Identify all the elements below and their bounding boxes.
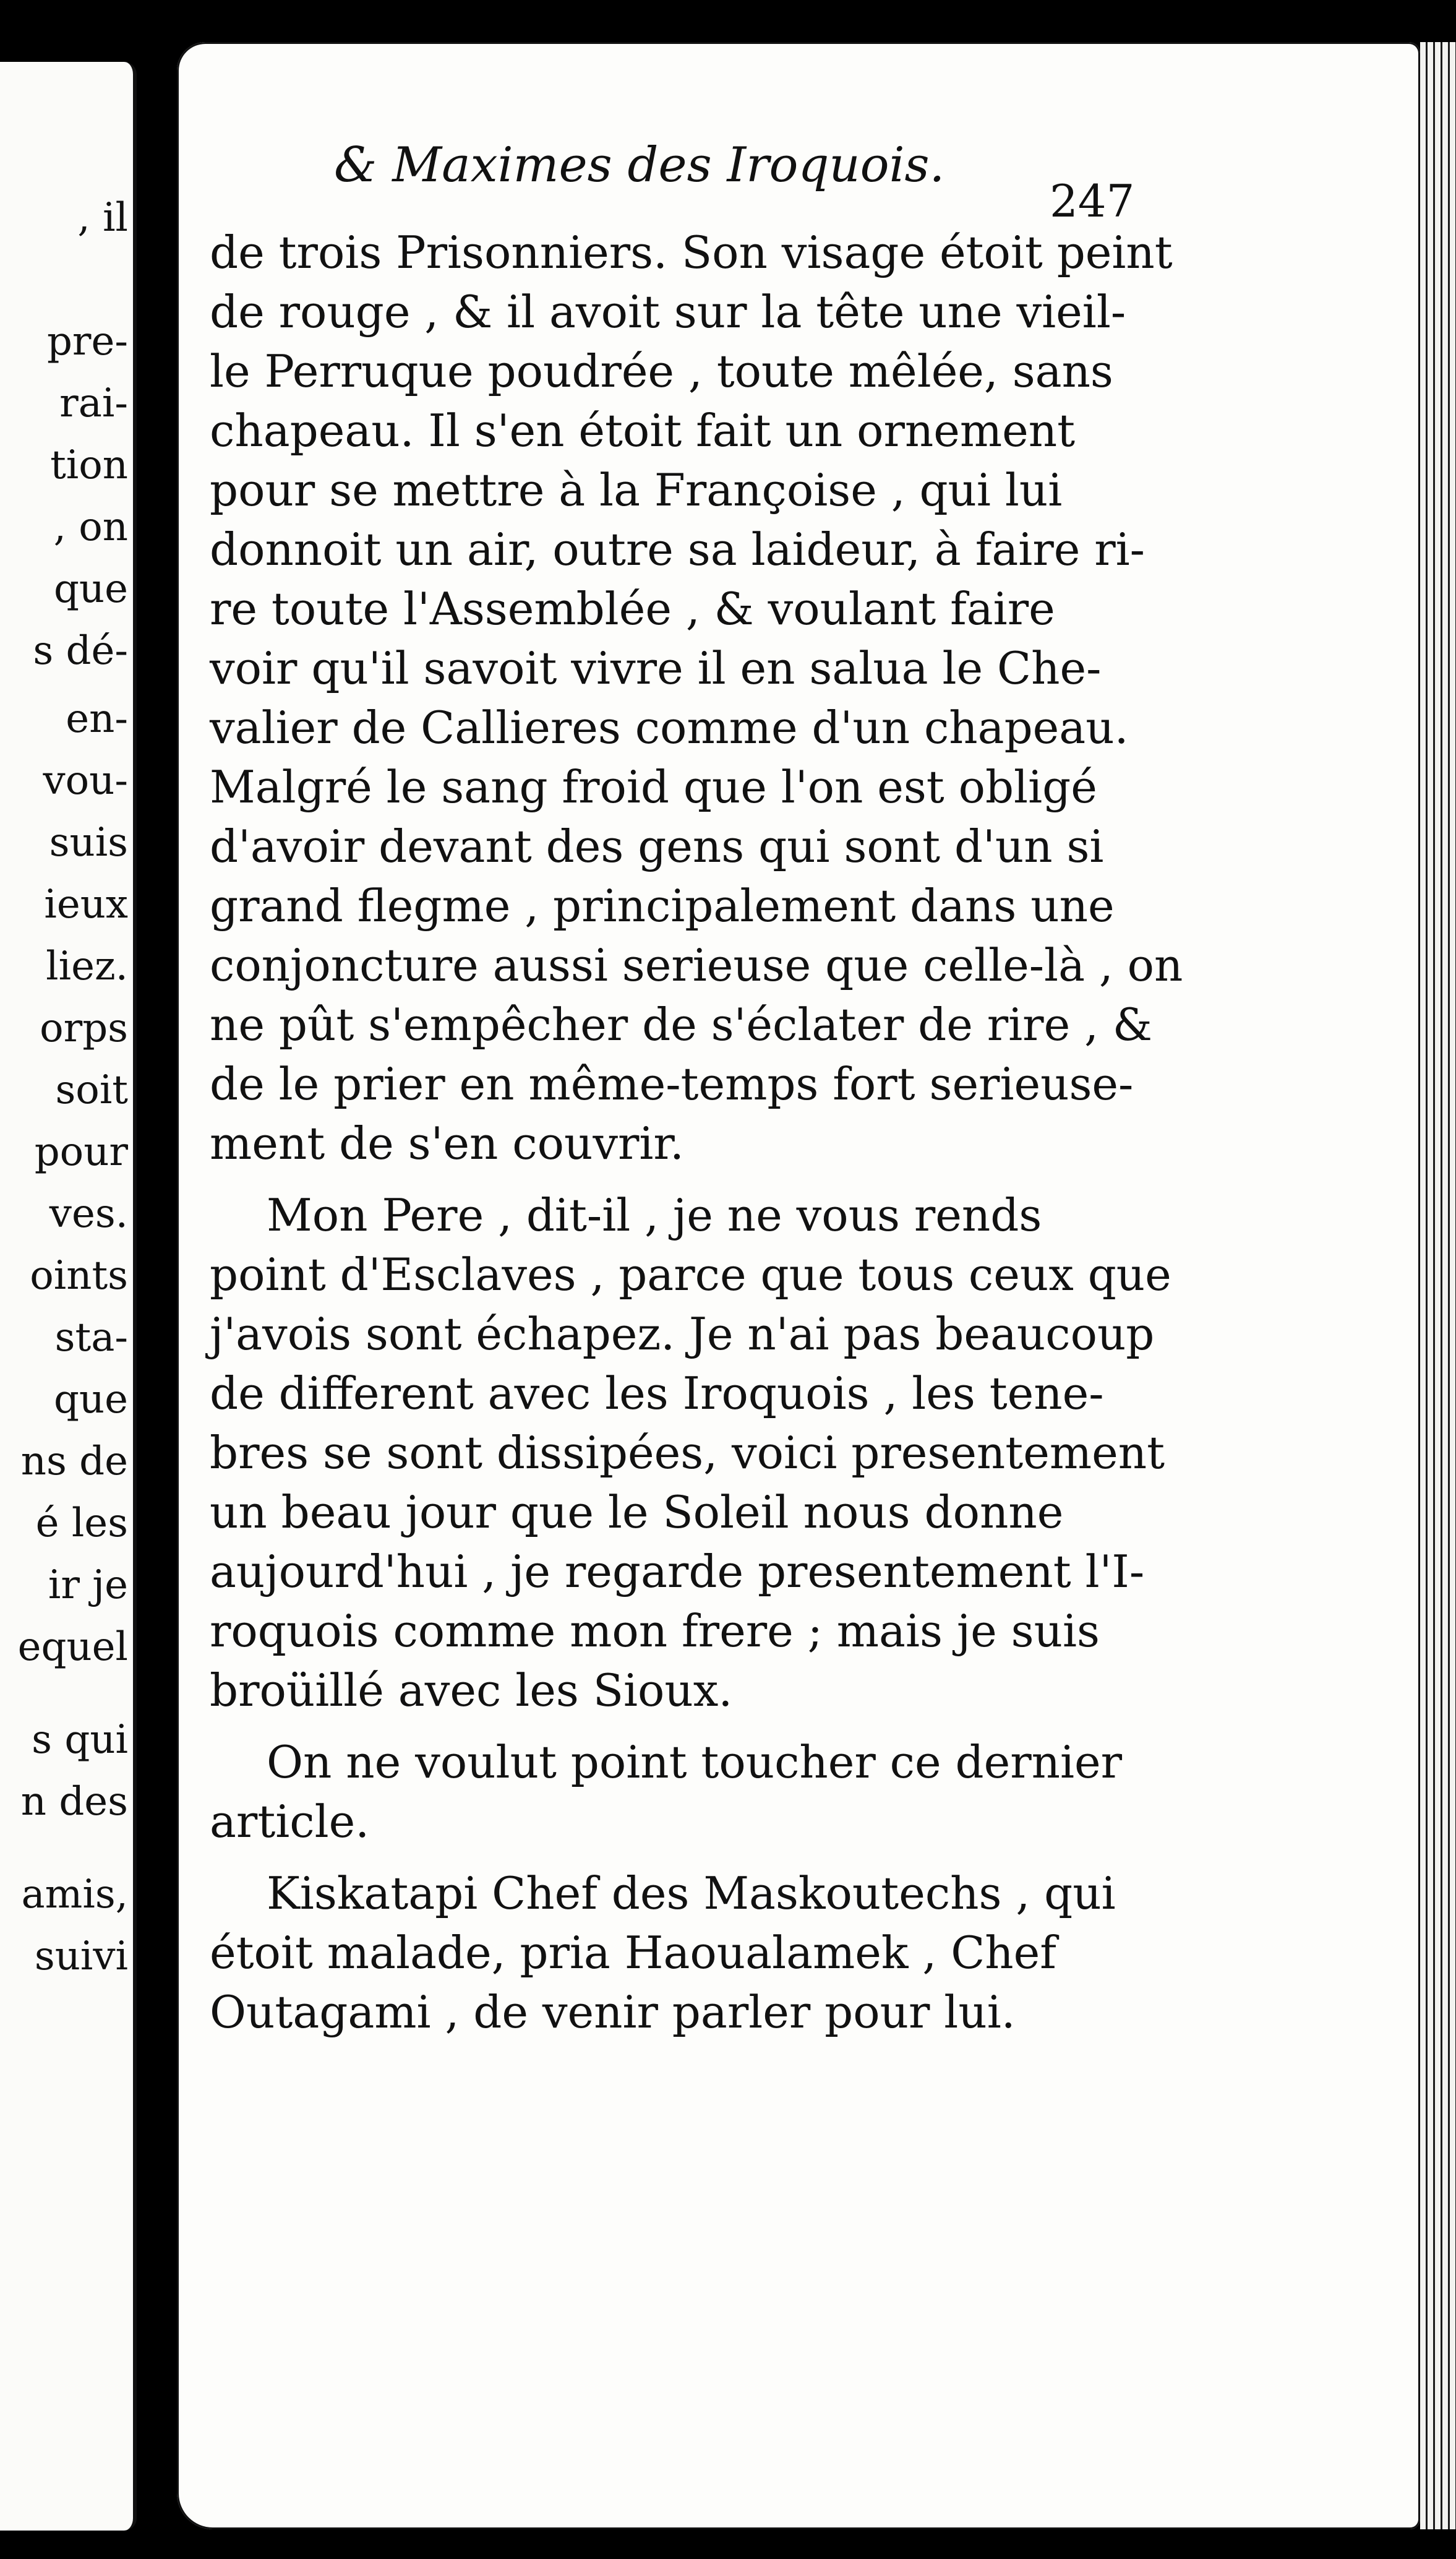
text-line: grand flegme , principalement dans une [210, 880, 1115, 932]
text-line: roquois comme mon frere ; mais je suis [210, 1605, 1100, 1657]
left-page-fragment: en- [66, 696, 128, 742]
left-page-fragment: sta- [54, 1315, 128, 1361]
text-line: de le prier en même-temps fort serieuse- [210, 1058, 1134, 1110]
text-line: point d'Esclaves , parce que tous ceux que [210, 1249, 1171, 1301]
text-line: chapeau. Il s'en étoit fait un ornement [210, 405, 1076, 457]
text-line: aujourd'hui , je regarde presentement l'I- [210, 1546, 1145, 1598]
left-page-fragment: equel [17, 1624, 128, 1670]
text-line: Mon Pere , dit-il , je ne vous rends [267, 1189, 1042, 1241]
left-page-fragment: que [53, 566, 128, 612]
body-text [210, 223, 1183, 2042]
text-line: On ne voulut point toucher ce dernier [267, 1736, 1123, 1788]
text-line: bres se sont dissipées, voici presentement [210, 1427, 1165, 1479]
text-line: ne pût s'empêcher de s'éclater de rire , & [210, 999, 1152, 1051]
text-line: Kiskatapi Chef des Maskoutechs , qui [267, 1867, 1116, 1919]
paragraph-3 [210, 1732, 1175, 1851]
left-page-fragment: , il [77, 195, 128, 241]
text-line: d'avoir devant des gens qui sont d'un si [210, 820, 1104, 872]
running-header: & Maximes des Iroquois. [334, 137, 945, 193]
text-line: valier de Callieres comme d'un chapeau. [210, 702, 1129, 754]
left-page-fragment: amis, [21, 1872, 128, 1917]
left-page-fragment: ns de [20, 1439, 128, 1484]
text-line: de trois Prisonniers. Son visage étoit peint [210, 226, 1173, 278]
left-page-fragment: ir je [48, 1562, 128, 1608]
left-facing-page [0, 62, 137, 2531]
text-line: donnoit un air, outre sa laideur, à faire ri- [210, 523, 1145, 575]
text-line: conjoncture aussi serieuse que celle-là , on [210, 939, 1183, 991]
text-line: de different avec les Iroquois , les tene- [210, 1367, 1104, 1419]
text-line: Outagami , de venir parler pour lui. [210, 1986, 1016, 2038]
left-page-fragment: s dé- [33, 628, 128, 674]
left-page-fragment: suis [49, 820, 128, 866]
left-page-fragment: rai- [59, 381, 128, 426]
text-line: de rouge , & il avoit sur la tête une vieil- [210, 286, 1126, 338]
left-page-fragment: s qui [32, 1717, 128, 1763]
page-edge-stack [1420, 42, 1456, 2529]
left-page-fragment: vou- [43, 758, 128, 804]
left-page-fragment: oints [30, 1253, 128, 1299]
left-page-fragment: soit [55, 1067, 128, 1113]
left-page-fragment: tion [50, 442, 128, 488]
text-line: j'avois sont échapez. Je n'ai pas beaucoup [210, 1308, 1155, 1360]
page-number: 247 [1050, 175, 1135, 227]
text-line: le Perruque poudrée , toute mêlée, sans [210, 345, 1113, 397]
left-page-fragment: , on [53, 504, 128, 550]
text-line: voir qu'il savoit vivre il en salua le Che- [210, 642, 1102, 694]
text-line: un beau jour que le Soleil nous donne [210, 1486, 1064, 1538]
paragraph-2 [210, 1185, 1175, 1720]
text-line: article. [210, 1796, 370, 1847]
left-page-fragment: liez. [46, 944, 128, 989]
text-line: broüillé avec les Sioux. [210, 1664, 733, 1716]
text-line: re toute l'Assemblée , & voulant faire [210, 583, 1055, 635]
text-line: étoit malade, pria Haoualamek , Chef [210, 1927, 1056, 1979]
left-page-fragment: ieux [44, 882, 128, 927]
left-page-fragment: pour [34, 1129, 128, 1175]
left-page-fragment: é les [35, 1500, 128, 1546]
text-line: Malgré le sang froid que l'on est obligé [210, 761, 1097, 813]
left-page-fragment: ves. [49, 1191, 128, 1237]
text-line: pour se mettre à la Françoise , qui lui [210, 464, 1063, 516]
left-page-fragment: que [53, 1377, 128, 1422]
left-page-fragment: orps [40, 1005, 128, 1051]
paragraph-4 [210, 1864, 1175, 2042]
left-page-fragment: n des [20, 1779, 128, 1825]
text-line: ment de s'en couvrir. [210, 1117, 684, 1169]
left-page-fragment: pre- [46, 319, 128, 364]
left-page-fragment: suivi [34, 1933, 128, 1979]
paragraph-1 [210, 223, 1183, 1173]
